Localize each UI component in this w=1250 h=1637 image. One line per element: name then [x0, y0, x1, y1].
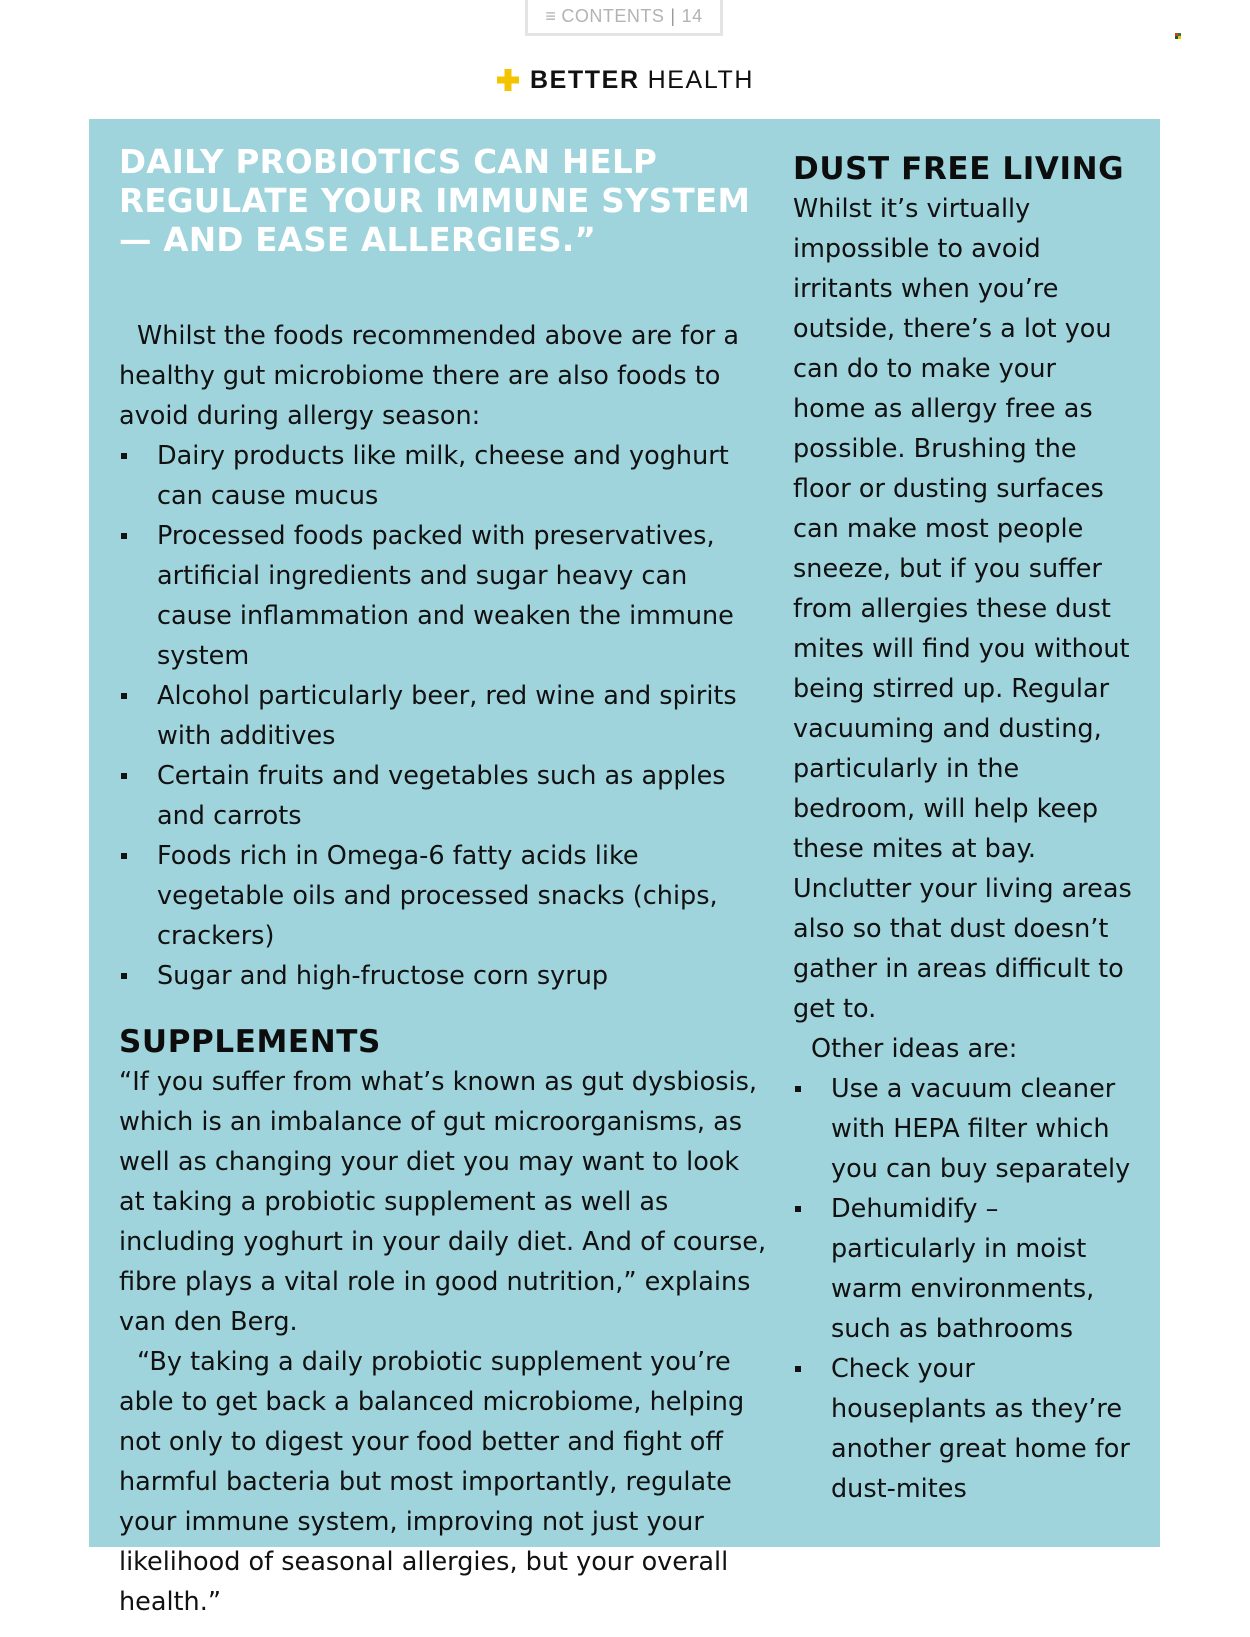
- list-item-text: Sugar and high-fructose corn syrup: [157, 961, 609, 991]
- list-item: [793, 1069, 1133, 1189]
- list-item: [119, 676, 767, 756]
- other-ideas-intro: Other ideas are:: [811, 1034, 1018, 1064]
- other-ideas-list: [793, 1069, 1133, 1509]
- list-item-text: Use a vacuum cleaner with HEPA filter which you can buy separately: [831, 1074, 1131, 1184]
- bullet-icon: [121, 973, 127, 979]
- bullet-icon: [121, 533, 127, 539]
- list-item: [119, 756, 767, 836]
- menu-icon: ≡: [545, 6, 557, 26]
- plus-icon: [496, 68, 520, 92]
- section-masthead: [0, 62, 1250, 98]
- list-item-text: Certain fruits and vegetables such as apples and carrots: [157, 761, 726, 831]
- contents-separator: |: [670, 6, 676, 26]
- intro-paragraph: Whilst the foods recommended above are for a healthy gut microbiome there are also foods to avoid during allergy season:: [119, 321, 740, 431]
- bullet-icon: [121, 773, 127, 779]
- list-item-text: Check your houseplants as they’re another great home for dust-mites: [831, 1354, 1130, 1504]
- list-item: [793, 1349, 1133, 1509]
- bullet-icon: [795, 1206, 801, 1212]
- bullet-icon: [121, 453, 127, 459]
- contents-label: CONTENTS: [561, 6, 665, 26]
- left-column: [119, 143, 767, 1622]
- list-item: [119, 956, 767, 996]
- corner-mark-icon: [1175, 33, 1181, 39]
- foods-to-avoid-list: [119, 436, 767, 996]
- list-item-text: Dairy products like milk, cheese and yoghurt can cause mucus: [157, 441, 729, 511]
- list-item-text: Foods rich in Omega-6 fatty acids like vegetable oils and processed snacks (chips, crackers): [157, 841, 718, 951]
- page-number: 14: [681, 6, 703, 26]
- dust-free-paragraph: Whilst it’s virtually impossible to avoid irritants when you’re outside, there’s a lot you can do to make your home as allergy free as possible. Brushing the floor or dusting surfaces can make most people sneeze, but if you suffer from allergies these dust mites will find you without being stirred up. Regular vacuuming and dusting, particularly in the bedroom, will help keep these mites at bay. Unclutter your living areas also so that dust doesn’t gather in areas difficult to get to.: [793, 194, 1132, 1024]
- list-item: [119, 516, 767, 676]
- supplements-heading: SUPPLEMENTS: [119, 1024, 381, 1060]
- dust-free-heading: DUST FREE LIVING: [793, 151, 1125, 187]
- brand-health: HEALTH: [647, 65, 754, 94]
- bullet-icon: [795, 1086, 801, 1092]
- bullet-icon: [795, 1366, 801, 1372]
- right-column: [793, 149, 1133, 1509]
- list-item-text: Dehumidify – particularly in moist warm environments, such as bathrooms: [831, 1194, 1095, 1344]
- list-item: [119, 436, 767, 516]
- article-panel: [89, 119, 1160, 1617]
- bullet-icon: [121, 853, 127, 859]
- list-item-text: Processed foods packed with preservatives, artificial ingredients and sugar heavy can cause inflammation and weaken the immune system: [157, 521, 734, 671]
- list-item-text: Alcohol particularly beer, red wine and spirits with additives: [157, 681, 737, 751]
- supplements-paragraph-2: “By taking a daily probiotic supplement you’re able to get back a balanced microbiome, helping not only to digest your food better and fight off harmful bacteria but most importantly, regulate your immune system, improving not just your likelihood of seasonal allergies, but your overall health.”: [119, 1347, 745, 1617]
- contents-button[interactable]: [525, 0, 723, 36]
- pull-quote: DAILY PROBIOTICS CAN HELP REGULATE YOUR IMMUNE SYSTEM — AND EASE ALLERGIES.”: [119, 143, 751, 259]
- bullet-icon: [121, 693, 127, 699]
- supplements-paragraph-1: “If you suffer from what’s known as gut dysbiosis, which is an imbalance of gut microorganisms, as well as changing your diet you may want to look at taking a probiotic supplement as well as including yoghurt in your daily diet. And of course, fibre plays a vital role in good nutrition,” explains van den Berg.: [119, 1067, 767, 1337]
- list-item: [119, 836, 767, 956]
- list-item: [793, 1189, 1133, 1349]
- brand-better: BETTER: [530, 65, 640, 94]
